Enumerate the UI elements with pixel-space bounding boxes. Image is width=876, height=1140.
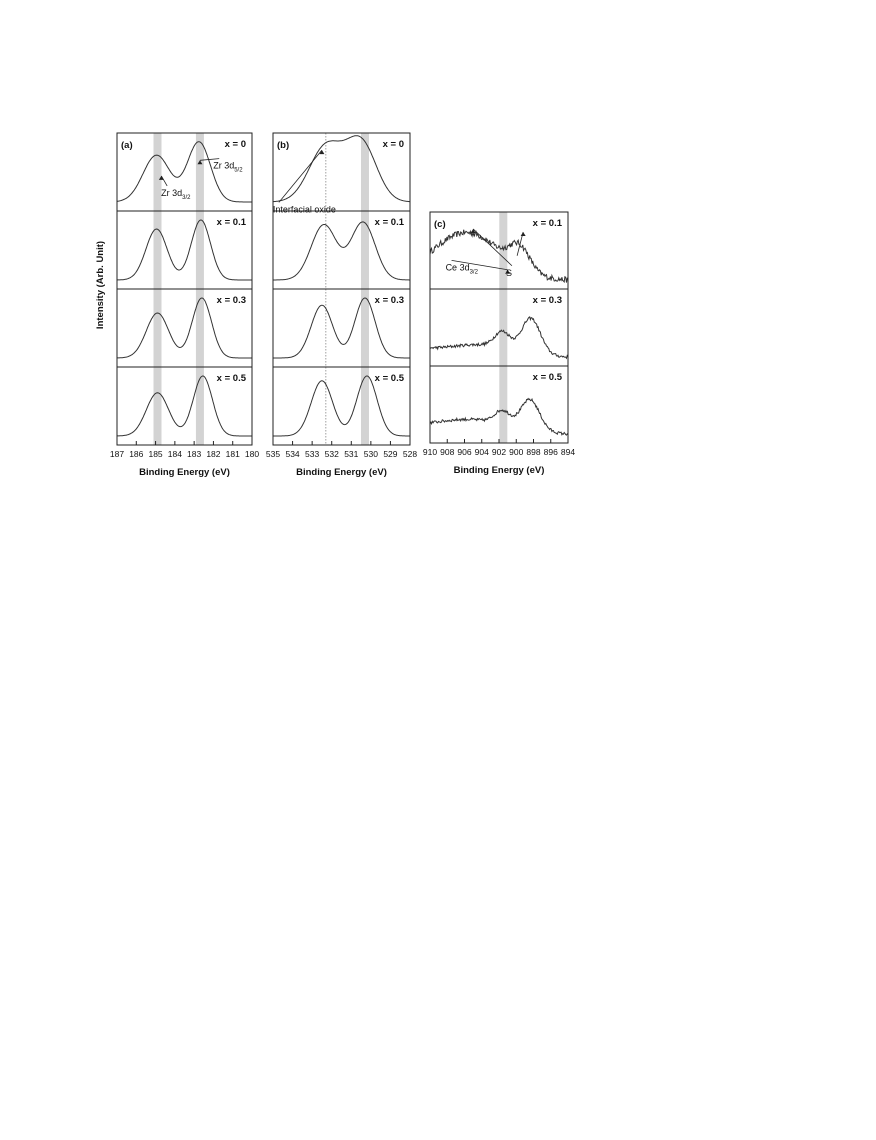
x-tick-label: 184 bbox=[167, 449, 182, 459]
x-tick-label: 535 bbox=[265, 449, 281, 459]
series-line bbox=[117, 376, 252, 436]
x-tick-label: 904 bbox=[474, 447, 489, 457]
series-label: x = 0.3 bbox=[216, 295, 246, 306]
x-axis-label: Binding Energy (eV) bbox=[139, 467, 230, 478]
series-line bbox=[117, 220, 252, 280]
x-tick-label: 910 bbox=[422, 447, 438, 457]
series-label: x = 0.3 bbox=[374, 295, 404, 306]
x-tick-label: 532 bbox=[324, 449, 339, 459]
annotation-label: Zr $3d_{3/2}$ bbox=[161, 187, 191, 201]
annotation-label: Interfacial oxide bbox=[272, 204, 336, 215]
series-label: x = 0.5 bbox=[374, 373, 404, 384]
x-tick-label: 534 bbox=[285, 449, 300, 459]
x-tick-label: 180 bbox=[244, 449, 260, 459]
panel-label: (a) bbox=[121, 140, 133, 151]
panel-label: (c) bbox=[434, 219, 446, 230]
y-axis-label: Intensity (Arb. Unit) bbox=[95, 240, 106, 330]
x-tick-label: 530 bbox=[363, 449, 378, 459]
series-line bbox=[430, 399, 568, 436]
series-label: x = 0.5 bbox=[216, 373, 246, 384]
x-tick-label: 900 bbox=[509, 447, 524, 457]
x-tick-label: 186 bbox=[129, 449, 144, 459]
series-label: x = 0.5 bbox=[532, 372, 562, 383]
series-line bbox=[273, 376, 410, 436]
series-label: x = 0.1 bbox=[374, 217, 404, 228]
x-tick-label: 531 bbox=[344, 449, 359, 459]
panel-a bbox=[110, 133, 259, 478]
series-line bbox=[273, 222, 410, 280]
annotation-label: Ce $3d_{3/2}$ bbox=[445, 262, 478, 276]
series-label: x = 0 bbox=[224, 139, 246, 150]
arrow-head bbox=[521, 232, 526, 236]
series-line bbox=[117, 142, 252, 202]
series-label: x = 0.3 bbox=[532, 295, 562, 306]
x-tick-label: 894 bbox=[560, 447, 576, 457]
x-tick-label: 181 bbox=[225, 449, 240, 459]
x-axis-label: Binding Energy (eV) bbox=[296, 467, 387, 478]
annotation-label: Zr $3d_{5/2}$ bbox=[213, 160, 243, 174]
panel-label: (b) bbox=[277, 140, 290, 151]
series-line bbox=[117, 298, 252, 358]
x-tick-label: 187 bbox=[109, 449, 125, 459]
annotation-label: S bbox=[505, 267, 512, 278]
x-tick-label: 898 bbox=[526, 447, 541, 457]
panel-b bbox=[266, 133, 417, 478]
annotation-arrow bbox=[279, 150, 322, 202]
series-line bbox=[430, 317, 568, 358]
x-tick-label: 896 bbox=[543, 447, 558, 457]
series-label: x = 0.1 bbox=[532, 218, 562, 229]
x-axis-label: Binding Energy (eV) bbox=[453, 465, 545, 476]
series-line bbox=[273, 298, 410, 358]
x-tick-label: 182 bbox=[206, 449, 221, 459]
x-tick-label: 185 bbox=[148, 449, 163, 459]
x-tick-label: 528 bbox=[402, 449, 418, 459]
series-label: x = 0 bbox=[382, 139, 404, 150]
series-line bbox=[430, 230, 568, 283]
x-tick-label: 183 bbox=[187, 449, 202, 459]
reference-band bbox=[499, 212, 507, 443]
x-tick-label: 533 bbox=[305, 449, 320, 459]
x-tick-label: 529 bbox=[383, 449, 398, 459]
x-tick-label: 902 bbox=[491, 447, 507, 457]
panel-c bbox=[423, 212, 575, 476]
x-tick-label: 906 bbox=[457, 447, 472, 457]
series-label: x = 0.1 bbox=[216, 217, 246, 228]
x-tick-label: 908 bbox=[440, 447, 455, 457]
